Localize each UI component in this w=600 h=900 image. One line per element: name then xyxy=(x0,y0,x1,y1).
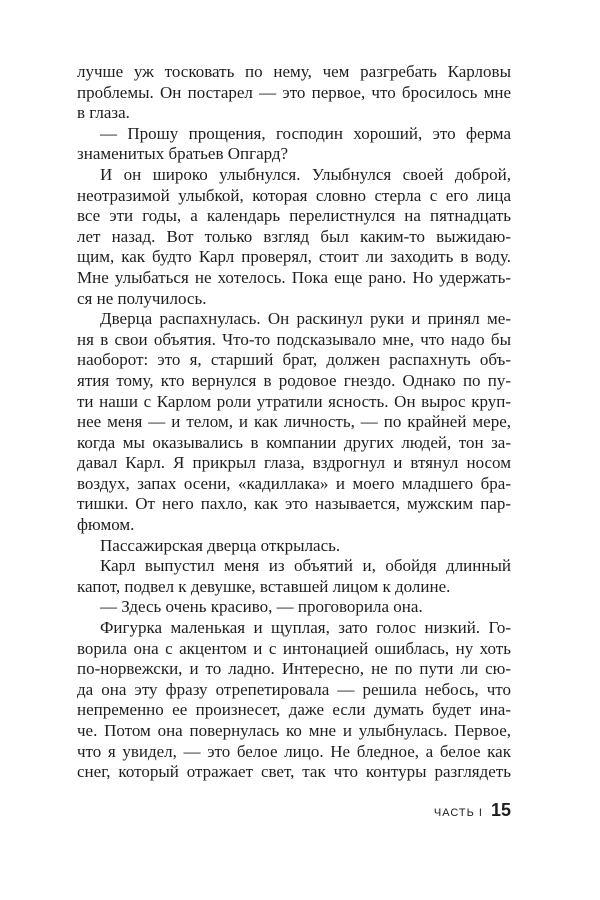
text-line: лет назад. Вот только взгляд был каким-то выжидаю- xyxy=(77,226,511,246)
text-line: ворила она с акцентом и с интонацией ошиблась, ну хоть xyxy=(77,638,511,658)
text-line: Мне улыбаться не хотелось. Пока еще рано. Но удержать- xyxy=(77,267,511,287)
text-line: в глаза. xyxy=(77,103,130,123)
book-page-text xyxy=(77,62,511,783)
text-line: Дверца распахнулась. Он раскинул руки и принял ме- xyxy=(100,309,511,329)
text-line: непременно ее произнесет, даже если думать будет ина- xyxy=(77,700,511,720)
text-line: наоборот: это я, старший брат, должен распахнуть объ- xyxy=(77,350,511,370)
paragraph xyxy=(77,597,511,618)
running-footer-part: ЧАСТЬ I xyxy=(433,807,483,819)
text-line: когда мы оказывались в компании других людей, тон за- xyxy=(77,432,511,452)
text-line: фюмом. xyxy=(77,515,135,535)
text-line: ятия тому, кто вернулся в родовое гнездо. Однако по пу- xyxy=(77,370,511,390)
paragraph xyxy=(77,165,511,309)
text-line: по-норвежски, и то ладно. Интересно, не по пути ли сю- xyxy=(77,659,511,679)
text-line: да она эту фразу отрепетировала — решила небось, что xyxy=(77,679,511,699)
page-footer xyxy=(434,800,511,821)
text-line: нее меня — и телом, и как личность, — по крайней мере, xyxy=(77,412,511,432)
paragraph xyxy=(77,536,511,557)
text-line: Пассажирская дверца открылась. xyxy=(100,535,341,555)
text-line: — Прошу прощения, господин хороший, это ферма xyxy=(100,123,511,143)
text-line: ня в свои объятия. Что-то подсказывало мне, что надо бы xyxy=(77,329,511,349)
text-line: тишки. От него пахло, как это называется, мужским пар- xyxy=(77,494,511,514)
text-line: все эти годы, а календарь перелистнулся на пятнадцать xyxy=(77,206,511,226)
text-line: неотразимой улыбкой, которая словно стерла с его лица xyxy=(77,185,511,205)
text-line: что я увидел, — это белое лицо. Не бледное, а белое как xyxy=(77,741,511,761)
text-line: знаменитых братьев Опгард? xyxy=(77,144,289,164)
paragraph xyxy=(77,62,511,124)
paragraph xyxy=(77,618,511,783)
paragraph xyxy=(77,309,511,536)
text-line: щим, как будто Карл проверял, стоит ли заходить в воду. xyxy=(77,247,511,267)
text-line: проблемы. Он постарел — это первое, что бросилось мне xyxy=(77,82,511,102)
text-line: — Здесь очень красиво, — проговорила она. xyxy=(100,597,423,617)
text-line: ся не получилось. xyxy=(77,288,207,308)
text-line: ти наши с Карлом роли утратили ясность. Он вырос круп- xyxy=(77,391,511,411)
text-line: давал Карл. Я прикрыл глаза, вздрогнул и втянул носом xyxy=(77,453,511,473)
paragraph xyxy=(77,556,511,597)
page-number: 15 xyxy=(490,800,511,820)
text-line: че. Потом она повернулась ко мне и улыбнулась. Первое, xyxy=(77,721,511,740)
paragraph xyxy=(77,124,511,165)
text-line: лучше уж тосковать по нему, чем разгребать Карловы xyxy=(77,62,511,81)
text-line: воздух, запах осени, «кадиллака» и моего младшего бра- xyxy=(77,473,511,493)
text-line: Карл выпустил меня из объятий и, обойдя длинный xyxy=(100,556,511,576)
text-line: И он широко улыбнулся. Улыбнулся своей доброй, xyxy=(100,164,511,184)
text-line: снег, который отражает свет, так что контуры разглядеть xyxy=(77,762,511,782)
text-line: Фигурка маленькая и щуплая, зато голос низкий. Го- xyxy=(100,618,511,638)
text-line: капот, подвел к девушке, вставшей лицом к долине. xyxy=(77,576,451,596)
